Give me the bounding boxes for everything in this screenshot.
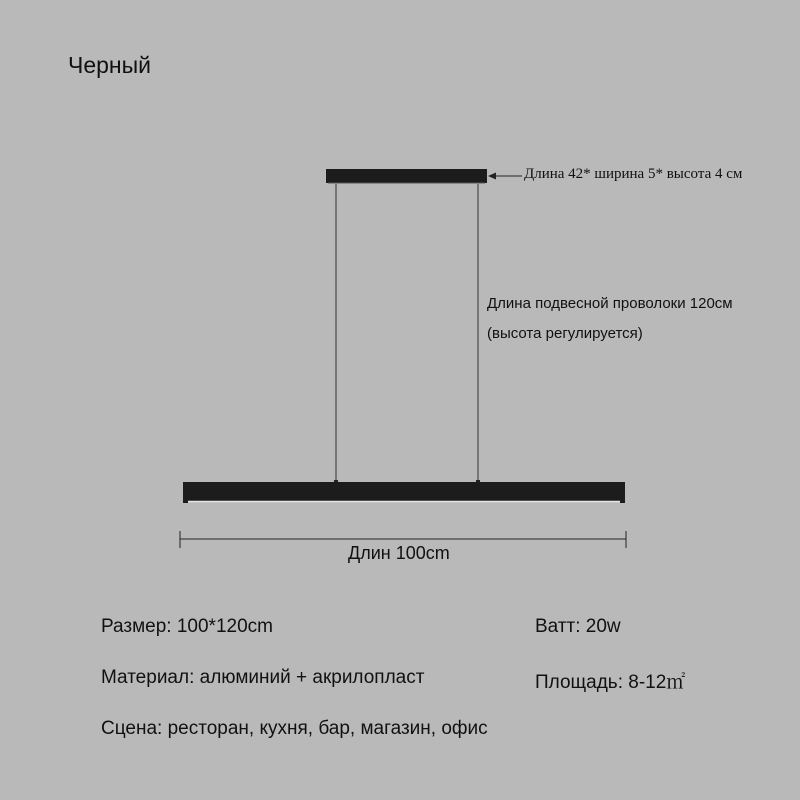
canopy-arrow-head [488, 173, 496, 180]
canopy-size-label: Длина 42* ширина 5* высота 4 см [524, 166, 743, 182]
canopy [326, 169, 487, 183]
spec-size: Размер: 100*120cm [101, 616, 273, 637]
wire-adjustable-label: (высота регулируется) [487, 325, 643, 342]
wire-length-label: Длина подвесной проволоки 120см [487, 295, 733, 312]
spec-material: Материал: алюминий + акрилопласт [101, 667, 425, 688]
lamp-end-cap-left [183, 501, 188, 503]
spec-scene: Сцена: ресторан, кухня, бар, магазин, офис [101, 718, 488, 739]
spec-area: Площадь: 8-12㎡ [535, 672, 686, 693]
color-title: Черный [68, 52, 151, 78]
lamp-length-label: Длин 100cm [348, 543, 450, 563]
lamp-end-cap-right [620, 501, 625, 503]
spec-watt: Ватт: 20w [535, 616, 621, 637]
lamp-bar [183, 482, 625, 501]
